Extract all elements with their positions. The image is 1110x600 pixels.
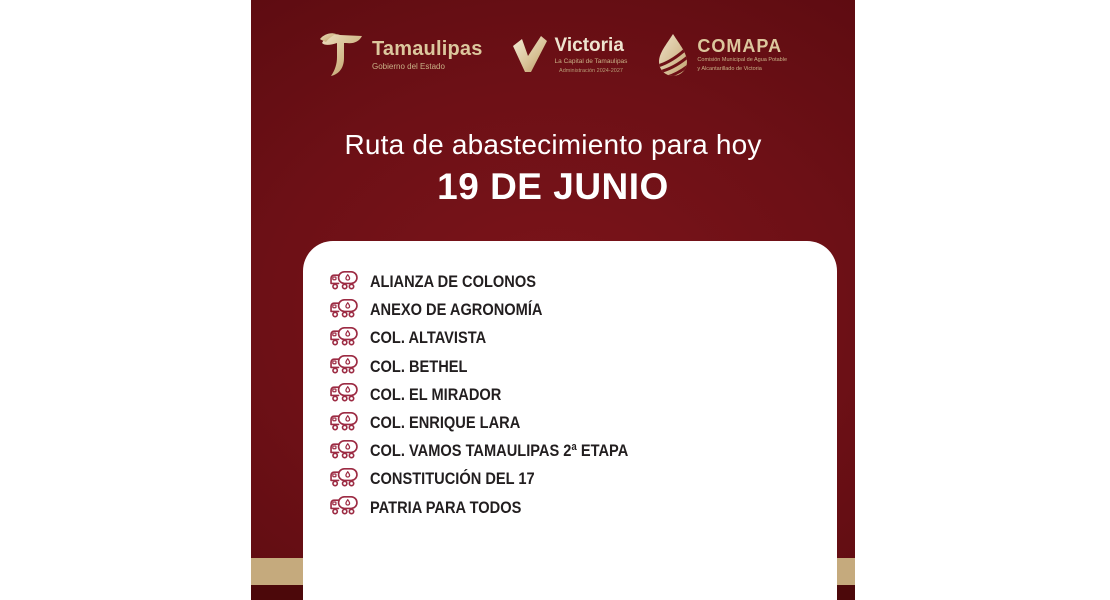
route-label: ALIANZA DE COLONOS [370,272,536,292]
comapa-logo-name: COMAPA [697,36,783,57]
route-list-item [329,409,837,437]
route-label: COL. ALTAVISTA [370,328,487,348]
poster-date: 19 DE JUNIO [437,166,669,207]
water-truck-icon [329,269,359,296]
victoria-logo-administration: Administración 2024-2027 [559,68,623,75]
victoria-logo-text [555,36,628,74]
water-truck-icon [329,466,359,493]
logos-row [251,30,855,80]
comapa-logo [656,33,787,77]
victoria-logo-subtitle: La Capital de Tamaulipas [554,57,628,65]
poster-title-block [251,129,855,208]
route-label: COL. ENRIQUE LARA [370,413,521,433]
route-list-item [329,465,837,493]
routes-list [303,241,837,522]
water-truck-icon [329,410,359,437]
tamaulipas-logo-subtitle: Gobierno del Estado [371,61,445,71]
route-label: PATRIA PARA TODOS [370,497,522,517]
water-truck-icon [329,438,359,465]
tamaulipas-logo [319,30,483,80]
route-label: COL. EL MIRADOR [370,384,502,404]
tamaulipas-logo-name: Tamaulipas [371,37,483,60]
victoria-v-icon [512,35,548,75]
route-list-item [329,353,837,381]
route-label: COL. VAMOS TAMAULIPAS 2ª ETAPA [370,441,629,461]
comapa-logo-text [697,37,787,73]
victoria-logo [512,35,628,75]
route-label: ANEXO DE AGRONOMÍA [370,300,543,320]
tamaulipas-logo-text [372,39,483,72]
water-truck-icon [329,381,359,408]
route-list-item [329,268,837,296]
poster-title: Ruta de abastecimiento para hoy [344,129,762,160]
water-truck-icon [329,353,359,380]
route-list-item [329,296,837,324]
route-list-item [329,437,837,465]
tamaulipas-t-icon [319,30,365,80]
comapa-logo-subtitle-2: y Alcantarillado de Victoria [697,66,762,72]
water-supply-poster [251,0,855,600]
route-label: COL. BETHEL [370,356,468,376]
route-list-item [329,381,837,409]
route-list-item [329,494,837,522]
water-truck-icon [329,297,359,324]
comapa-drop-icon [656,33,690,77]
victoria-logo-name: Victoria [554,34,624,56]
water-truck-icon [329,325,359,352]
route-list-item [329,324,837,352]
water-truck-icon [329,494,359,521]
routes-card [303,241,837,600]
comapa-logo-subtitle-1: Comisión Municipal de Agua Potable [697,57,788,64]
route-label: CONSTITUCIÓN DEL 17 [370,469,535,489]
